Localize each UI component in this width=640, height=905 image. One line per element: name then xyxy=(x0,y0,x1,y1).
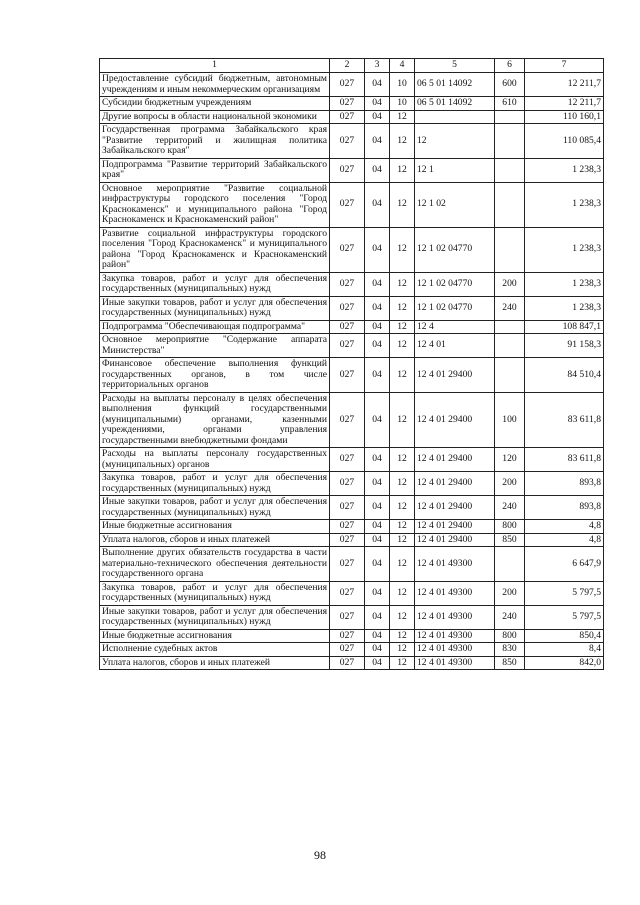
expense-type-cell xyxy=(495,358,525,393)
row-name-cell: Иные закупки товаров, работ и услуг для обеспечения государственных (муниципальных) нужд xyxy=(100,296,330,320)
amount-cell: 12 211,7 xyxy=(525,97,604,111)
expense-type-cell: 600 xyxy=(495,73,525,97)
target-article-cell: 12 4 01 29400 xyxy=(415,472,495,496)
expense-type-cell xyxy=(495,182,525,227)
expense-type-cell xyxy=(495,227,525,272)
row-name-cell: Основное мероприятие "Развитие социальной инфраструктуры городского поселения "Город Краснокаменск" и муниципального района "Город Краснокаменск и Краснокаменский район" xyxy=(100,182,330,227)
table-row xyxy=(100,448,604,472)
row-name-cell: Исполнение судебных актов xyxy=(100,643,330,657)
admin-code-cell: 027 xyxy=(330,182,365,227)
table-row xyxy=(100,182,604,227)
expense-type-cell: 830 xyxy=(495,643,525,657)
section-cell: 04 xyxy=(365,533,390,547)
subsection-cell: 10 xyxy=(390,97,415,111)
section-cell: 04 xyxy=(365,110,390,124)
table-row xyxy=(100,547,604,582)
row-name-cell: Расходы на выплаты персоналу в целях обеспечения выполнения функций государственными (муниципальными) органами, казенными учреждениями, органами управления государственными внебюджетными фондами xyxy=(100,392,330,448)
target-article-cell: 12 4 xyxy=(415,320,495,334)
table-row xyxy=(100,296,604,320)
table-row xyxy=(100,581,604,605)
table-row xyxy=(100,643,604,657)
target-article-cell: 06 5 01 14092 xyxy=(415,97,495,111)
target-article-cell: 12 1 02 04770 xyxy=(415,272,495,296)
expense-type-cell: 610 xyxy=(495,97,525,111)
row-name-cell: Иные бюджетные ассигнования xyxy=(100,520,330,534)
row-name-cell: Предоставление субсидий бюджетным, автономным учреждениям и иным некоммерческим организациям xyxy=(100,73,330,97)
section-cell: 04 xyxy=(365,392,390,448)
expense-type-cell: 200 xyxy=(495,472,525,496)
amount-cell: 110 160,1 xyxy=(525,110,604,124)
admin-code-cell: 027 xyxy=(330,520,365,534)
target-article-cell: 12 4 01 29400 xyxy=(415,358,495,393)
section-cell: 04 xyxy=(365,320,390,334)
admin-code-cell: 027 xyxy=(330,227,365,272)
section-cell: 04 xyxy=(365,158,390,182)
row-name-cell: Другие вопросы в области национальной экономики xyxy=(100,110,330,124)
section-cell: 04 xyxy=(365,520,390,534)
expense-type-cell: 240 xyxy=(495,296,525,320)
table-body xyxy=(100,73,604,670)
subsection-cell: 12 xyxy=(390,472,415,496)
row-name-cell: Закупка товаров, работ и услуг для обеспечения государственных (муниципальных) нужд xyxy=(100,272,330,296)
table-row xyxy=(100,392,604,448)
target-article-cell: 12 4 01 49300 xyxy=(415,605,495,629)
target-article-cell: 12 4 01 49300 xyxy=(415,629,495,643)
expense-type-cell xyxy=(495,547,525,582)
expense-type-cell: 240 xyxy=(495,496,525,520)
subsection-cell: 12 xyxy=(390,158,415,182)
row-name-cell: Закупка товаров, работ и услуг для обеспечения государственных (муниципальных) нужд xyxy=(100,472,330,496)
subsection-cell: 12 xyxy=(390,272,415,296)
admin-code-cell: 027 xyxy=(330,643,365,657)
section-cell: 04 xyxy=(365,182,390,227)
admin-code-cell: 027 xyxy=(330,448,365,472)
expense-type-cell: 200 xyxy=(495,581,525,605)
subsection-cell: 12 xyxy=(390,643,415,657)
expense-type-cell: 800 xyxy=(495,629,525,643)
expense-type-cell: 120 xyxy=(495,448,525,472)
expense-type-cell: 850 xyxy=(495,533,525,547)
expense-type-cell xyxy=(495,158,525,182)
amount-cell: 893,8 xyxy=(525,496,604,520)
budget-table xyxy=(99,58,604,670)
column-header: 5 xyxy=(415,59,495,73)
subsection-cell: 12 xyxy=(390,581,415,605)
admin-code-cell: 027 xyxy=(330,97,365,111)
table-row xyxy=(100,227,604,272)
expense-type-cell xyxy=(495,110,525,124)
subsection-cell: 12 xyxy=(390,334,415,358)
section-cell: 04 xyxy=(365,547,390,582)
row-name-cell: Выполнение других обязательств государства в части материально-технического обеспечения деятельности государственного органа xyxy=(100,547,330,582)
amount-cell: 110 085,4 xyxy=(525,124,604,159)
target-article-cell xyxy=(415,110,495,124)
admin-code-cell: 027 xyxy=(330,320,365,334)
row-name-cell: Подпрограмма "Развитие территорий Забайкальского края" xyxy=(100,158,330,182)
amount-cell: 108 847,1 xyxy=(525,320,604,334)
row-name-cell: Иные закупки товаров, работ и услуг для обеспечения государственных (муниципальных) нужд xyxy=(100,496,330,520)
column-header: 3 xyxy=(365,59,390,73)
section-cell: 04 xyxy=(365,448,390,472)
admin-code-cell: 027 xyxy=(330,296,365,320)
section-cell: 04 xyxy=(365,97,390,111)
subsection-cell: 12 xyxy=(390,547,415,582)
admin-code-cell: 027 xyxy=(330,629,365,643)
amount-cell: 1 238,3 xyxy=(525,227,604,272)
table-row xyxy=(100,158,604,182)
subsection-cell: 12 xyxy=(390,448,415,472)
admin-code-cell: 027 xyxy=(330,581,365,605)
admin-code-cell: 027 xyxy=(330,124,365,159)
section-cell: 04 xyxy=(365,605,390,629)
admin-code-cell: 027 xyxy=(330,547,365,582)
column-header: 7 xyxy=(525,59,604,73)
target-article-cell: 12 4 01 29400 xyxy=(415,520,495,534)
amount-cell: 6 647,9 xyxy=(525,547,604,582)
row-name-cell: Государственная программа Забайкальского края "Развитие территорий и жилищная политика Забайкальского края" xyxy=(100,124,330,159)
expense-type-cell: 100 xyxy=(495,392,525,448)
subsection-cell: 12 xyxy=(390,520,415,534)
admin-code-cell: 027 xyxy=(330,533,365,547)
table-row xyxy=(100,520,604,534)
subsection-cell: 12 xyxy=(390,358,415,393)
admin-code-cell: 027 xyxy=(330,110,365,124)
admin-code-cell: 027 xyxy=(330,358,365,393)
amount-cell: 5 797,5 xyxy=(525,605,604,629)
target-article-cell: 12 4 01 49300 xyxy=(415,656,495,670)
table-row xyxy=(100,73,604,97)
row-name-cell: Закупка товаров, работ и услуг для обеспечения государственных (муниципальных) нужд xyxy=(100,581,330,605)
amount-cell: 84 510,4 xyxy=(525,358,604,393)
subsection-cell: 12 xyxy=(390,629,415,643)
target-article-cell: 12 4 01 29400 xyxy=(415,448,495,472)
expense-type-cell: 200 xyxy=(495,272,525,296)
row-name-cell: Субсидии бюджетным учреждениям xyxy=(100,97,330,111)
subsection-cell: 12 xyxy=(390,296,415,320)
table-header-row xyxy=(100,59,604,73)
row-name-cell: Подпрограмма "Обеспечивающая подпрограмма" xyxy=(100,320,330,334)
amount-cell: 1 238,3 xyxy=(525,158,604,182)
admin-code-cell: 027 xyxy=(330,605,365,629)
section-cell: 04 xyxy=(365,124,390,159)
table-row xyxy=(100,472,604,496)
row-name-cell: Основное мероприятие "Содержание аппарата Министерства" xyxy=(100,334,330,358)
column-header: 4 xyxy=(390,59,415,73)
subsection-cell: 12 xyxy=(390,227,415,272)
column-header: 6 xyxy=(495,59,525,73)
amount-cell: 850,4 xyxy=(525,629,604,643)
section-cell: 04 xyxy=(365,643,390,657)
amount-cell: 1 238,3 xyxy=(525,182,604,227)
expense-type-cell xyxy=(495,334,525,358)
amount-cell: 842,0 xyxy=(525,656,604,670)
target-article-cell: 06 5 01 14092 xyxy=(415,73,495,97)
table-row xyxy=(100,358,604,393)
target-article-cell: 12 4 01 xyxy=(415,334,495,358)
amount-cell: 1 238,3 xyxy=(525,296,604,320)
subsection-cell: 12 xyxy=(390,533,415,547)
amount-cell: 91 158,3 xyxy=(525,334,604,358)
row-name-cell: Расходы на выплаты персоналу государственных (муниципальных) органов xyxy=(100,448,330,472)
expense-type-cell: 240 xyxy=(495,605,525,629)
admin-code-cell: 027 xyxy=(330,158,365,182)
subsection-cell: 12 xyxy=(390,496,415,520)
target-article-cell: 12 4 01 49300 xyxy=(415,643,495,657)
section-cell: 04 xyxy=(365,334,390,358)
subsection-cell: 12 xyxy=(390,605,415,629)
table-row xyxy=(100,605,604,629)
target-article-cell: 12 1 02 xyxy=(415,182,495,227)
row-name-cell: Иные закупки товаров, работ и услуг для обеспечения государственных (муниципальных) нужд xyxy=(100,605,330,629)
target-article-cell: 12 1 xyxy=(415,158,495,182)
expense-type-cell: 800 xyxy=(495,520,525,534)
amount-cell: 4,8 xyxy=(525,533,604,547)
target-article-cell: 12 xyxy=(415,124,495,159)
table-row xyxy=(100,272,604,296)
row-name-cell: Уплата налогов, сборов и иных платежей xyxy=(100,656,330,670)
admin-code-cell: 027 xyxy=(330,73,365,97)
row-name-cell: Уплата налогов, сборов и иных платежей xyxy=(100,533,330,547)
subsection-cell: 12 xyxy=(390,110,415,124)
section-cell: 04 xyxy=(365,227,390,272)
target-article-cell: 12 4 01 29400 xyxy=(415,533,495,547)
section-cell: 04 xyxy=(365,629,390,643)
table-row xyxy=(100,629,604,643)
subsection-cell: 10 xyxy=(390,73,415,97)
amount-cell: 12 211,7 xyxy=(525,73,604,97)
section-cell: 04 xyxy=(365,656,390,670)
subsection-cell: 12 xyxy=(390,392,415,448)
table-row xyxy=(100,97,604,111)
expense-type-cell xyxy=(495,124,525,159)
column-header: 2 xyxy=(330,59,365,73)
subsection-cell: 12 xyxy=(390,182,415,227)
amount-cell: 83 611,8 xyxy=(525,392,604,448)
column-header: 1 xyxy=(100,59,330,73)
amount-cell: 8,4 xyxy=(525,643,604,657)
target-article-cell: 12 1 02 04770 xyxy=(415,227,495,272)
page-number: 98 xyxy=(314,848,326,862)
section-cell: 04 xyxy=(365,272,390,296)
target-article-cell: 12 4 01 49300 xyxy=(415,581,495,605)
table-row xyxy=(100,496,604,520)
expense-type-cell xyxy=(495,320,525,334)
table-row xyxy=(100,533,604,547)
subsection-cell: 12 xyxy=(390,320,415,334)
table-row xyxy=(100,320,604,334)
section-cell: 04 xyxy=(365,472,390,496)
admin-code-cell: 027 xyxy=(330,656,365,670)
subsection-cell: 12 xyxy=(390,124,415,159)
row-name-cell: Иные бюджетные ассигнования xyxy=(100,629,330,643)
admin-code-cell: 027 xyxy=(330,496,365,520)
admin-code-cell: 027 xyxy=(330,472,365,496)
section-cell: 04 xyxy=(365,296,390,320)
table-row xyxy=(100,656,604,670)
expense-type-cell: 850 xyxy=(495,656,525,670)
table-row xyxy=(100,124,604,159)
target-article-cell: 12 4 01 29400 xyxy=(415,496,495,520)
section-cell: 04 xyxy=(365,73,390,97)
row-name-cell: Развитие социальной инфраструктуры городского поселения "Город Краснокаменск" и муниципального района "Город Краснокаменск и Краснокаменский район" xyxy=(100,227,330,272)
target-article-cell: 12 1 02 04770 xyxy=(415,296,495,320)
section-cell: 04 xyxy=(365,581,390,605)
table-row xyxy=(100,334,604,358)
amount-cell: 83 611,8 xyxy=(525,448,604,472)
target-article-cell: 12 4 01 29400 xyxy=(415,392,495,448)
admin-code-cell: 027 xyxy=(330,272,365,296)
table-row xyxy=(100,110,604,124)
row-name-cell: Финансовое обеспечение выполнения функций государственных органов, в том числе территориальных органов xyxy=(100,358,330,393)
admin-code-cell: 027 xyxy=(330,334,365,358)
amount-cell: 5 797,5 xyxy=(525,581,604,605)
section-cell: 04 xyxy=(365,358,390,393)
section-cell: 04 xyxy=(365,496,390,520)
subsection-cell: 12 xyxy=(390,656,415,670)
amount-cell: 893,8 xyxy=(525,472,604,496)
amount-cell: 4,8 xyxy=(525,520,604,534)
admin-code-cell: 027 xyxy=(330,392,365,448)
target-article-cell: 12 4 01 49300 xyxy=(415,547,495,582)
amount-cell: 1 238,3 xyxy=(525,272,604,296)
